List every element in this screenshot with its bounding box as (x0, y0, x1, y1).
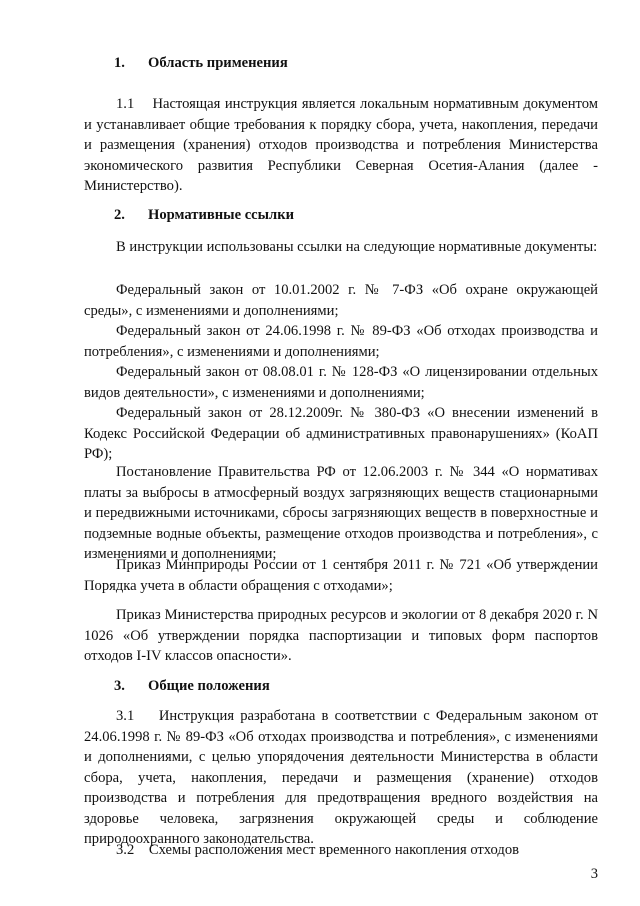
paragraph-2-ref-6: Приказ Минприроды России от 1 сентября 2011 г. № 721 «Об утверждении Порядка учета в области обращения с отходами»; (84, 557, 598, 594)
section-1-heading (114, 53, 628, 74)
section-2-title: Нормативные ссылки (148, 207, 295, 223)
section-1-number: 1. (114, 55, 125, 71)
section-2-number: 2. (114, 207, 125, 223)
paragraph-2-ref-3: Федеральный закон от 08.08.01 г. № 128-ФЗ «О лицензировании отдельных видов деятельности», с изменениями и дополнениями; (84, 364, 598, 401)
paragraph-2-ref-2: Федеральный закон от 24.06.1998 г. № 89-ФЗ «Об отходах производства и потребления», с изменениями и дополнениями; (84, 323, 598, 360)
paragraph-2-ref-1: Федеральный закон от 10.01.2002 г. № 7-ФЗ «Об охране окружающей среды», с изменениями и дополнениями; (84, 282, 598, 319)
section-3-title: Общие положения (148, 678, 270, 694)
paragraph-1-1: 1.1 Настоящая инструкция является локальным нормативным документом и устанавливает общие требования к порядку сбора, учета, накопления, передачи и размещения (хранения) отходов производства и потребления Министерства экономического развития Республики Северная Осетия-Алания (далее - Министерство). (84, 96, 598, 194)
section-1-title: Область применения (148, 55, 288, 71)
section-2-heading (114, 205, 628, 226)
paragraph-2-ref-4: Федеральный закон от 28.12.2009г. № 380-ФЗ «О внесении изменений в Кодекс Российской Федерации об административных правонарушениях» (КоАП РФ); (84, 405, 598, 462)
paragraph-2-ref-5: Постановление Правительства РФ от 12.06.2003 г. № 344 «О нормативах платы за выбросы в атмосферный воздух загрязняющих веществ стационарными и передвижными источниками, сбросы загрязняющих веществ в поверхностные и подземные водные объекты, размещение отходов производства и потребления», с изменениями и дополнениями; (84, 464, 598, 562)
paragraph-2-intro: В инструкции использованы ссылки на следующие нормативные документы: (116, 239, 598, 255)
paragraph-3-2: 3.2 Схемы расположения мест временного накопления отходов (116, 842, 520, 858)
page-number: 3 (590, 866, 598, 882)
paragraph-3-1: 3.1 Инструкция разработана в соответствии с Федеральным законом от 24.06.1998 г. № 89-ФЗ «Об отходах производства и потребления», с изменениями и дополнениями, с целью упорядочения деятельности Министерства в области сбора, учета, накопления, передачи и размещения (хранение) отходов производства и потребления для предотвращения вредного воздействия на здоровье человека, загрязнения окружающей среды и соблюдение природоохранного законодательства. (84, 708, 598, 847)
section-3-heading (114, 676, 628, 697)
paragraph-2-ref-7: Приказ Министерства природных ресурсов и экологии от 8 декабря 2020 г. N 1026 «Об утверждении порядка паспортизации и типовых форм паспортов отходов I-IV классов опасности». (84, 607, 598, 664)
section-3-number: 3. (114, 678, 125, 694)
